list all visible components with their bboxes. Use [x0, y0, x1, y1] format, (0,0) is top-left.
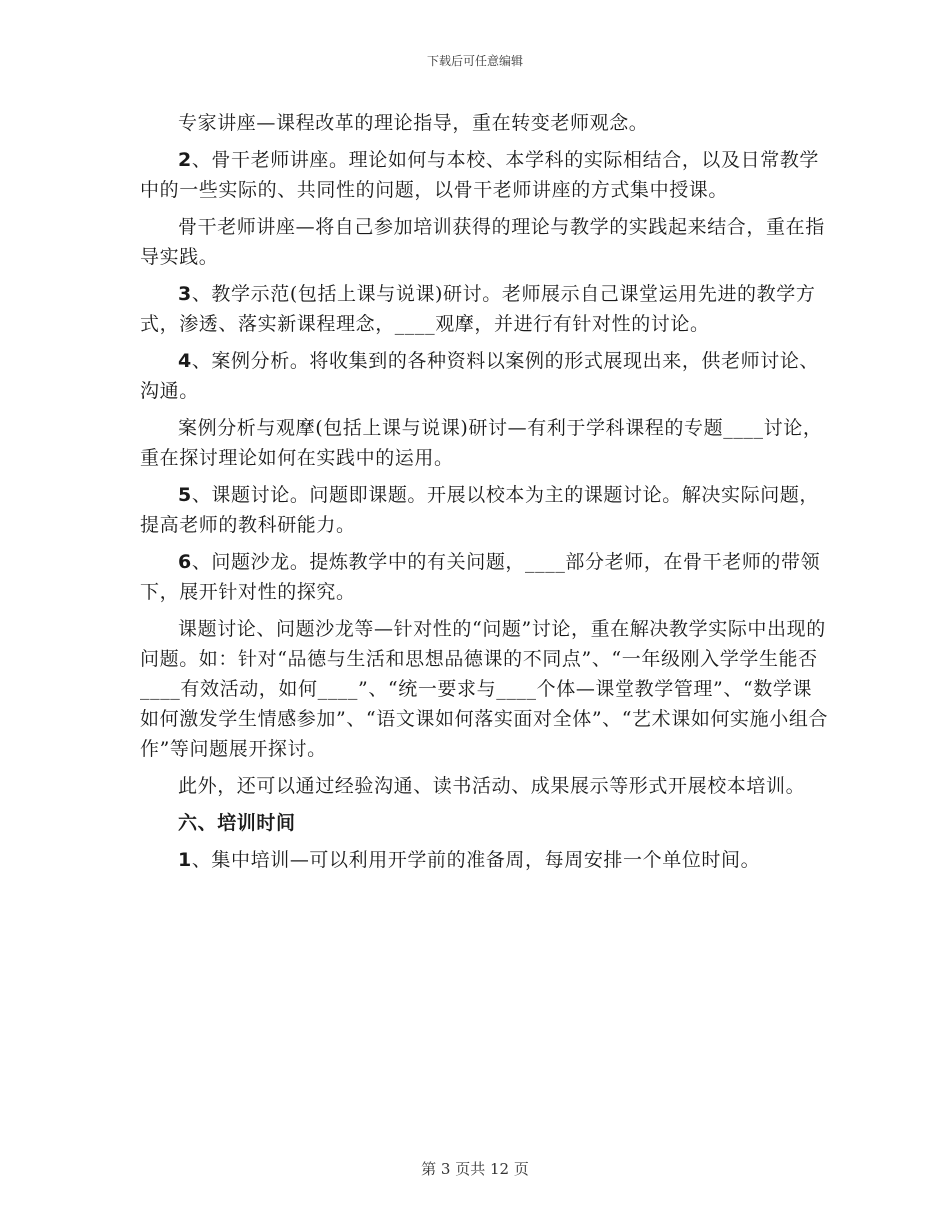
- paragraph: 此外，还可以通过经验沟通、读书活动、成果展示等形式开展校本培训。: [178, 775, 806, 797]
- section-heading: 六、培训时间: [178, 812, 296, 834]
- list-number: 5: [178, 484, 192, 506]
- list-number: 1: [178, 849, 192, 871]
- paragraph: 专家讲座—课程改革的理论指导，重在转变老师观念。: [178, 112, 649, 134]
- paragraph: 骨干老师讲座—将自己参加培训获得的理论与教学的实践起来结合，重在指导实践。: [140, 216, 825, 268]
- paragraph: 课题讨论、问题沙龙等—针对性的“问题”讨论，重在解决教学实际中出现的问题。如：针对“品德与生活和思想品德课的不同点”、“一年级刚入学学生能否____有效活动，如何____”、“统一要求与____个体—课堂教学管理”、“数学课如何激发学生情感参加”、“语文课如何落实面对全体”、“艺术课如何实施小组合作”等问题展开探讨。: [140, 618, 829, 760]
- paragraph: 3、教学示范(包括上课与说课)研讨。老师展示自己课堂运用先进的教学方式，渗透、落实新课程理念，____观摩，并进行有针对性的讨论。: [140, 283, 816, 335]
- document-body: [140, 108, 830, 882]
- paragraph: 1、集中培训—可以利用开学前的准备周，每周安排一个单位时间。: [178, 849, 761, 871]
- page-header: 下载后可任意编辑: [426, 54, 523, 68]
- paragraph: 6、问题沙龙。提炼教学中的有关问题，____部分老师，在骨干老师的带领下，展开针对性的探究。: [140, 551, 821, 603]
- page-footer: 第 3 页共 12 页: [421, 1160, 529, 1178]
- list-number: 6: [178, 551, 192, 573]
- paragraph: 案例分析与观摩(包括上课与说课)研讨—有利于学科课程的专题____讨论，重在探讨理论如何在实践中的运用。: [140, 417, 823, 469]
- paragraph: 4、案例分析。将收集到的各种资料以案例的形式展现出来，供老师讨论、沟通。: [140, 350, 820, 402]
- paragraph: 5、课题讨论。问题即课题。开展以校本为主的课题讨论。解决实际问题，提高老师的教科研能力。: [140, 484, 820, 536]
- paragraph: 2、骨干老师讲座。理论如何与本校、本学科的实际相结合，以及日常教学中的一些实际的、共同性的问题，以骨干老师讲座的方式集中授课。: [140, 149, 820, 201]
- list-number: 3: [178, 283, 192, 305]
- list-number: 4: [178, 350, 192, 372]
- list-number: 2: [178, 149, 192, 171]
